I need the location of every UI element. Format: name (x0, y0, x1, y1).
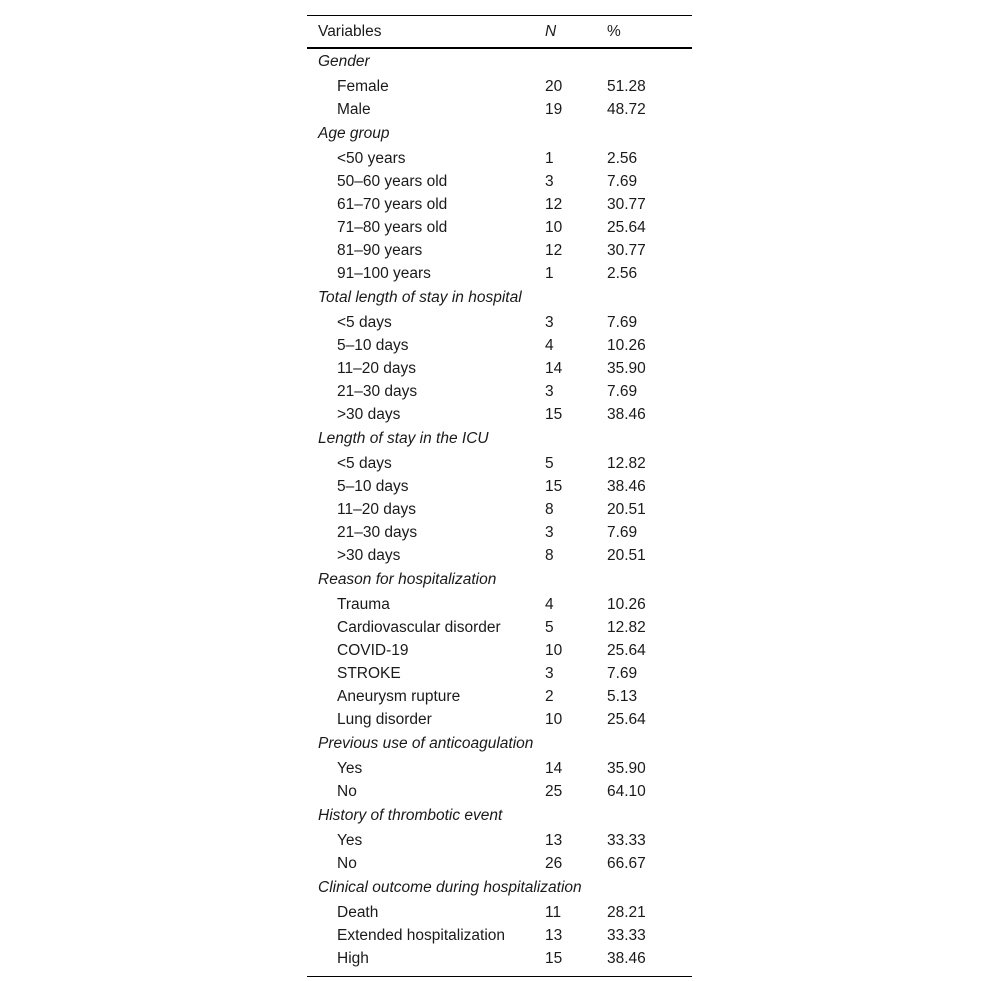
cell-percent: 2.56 (607, 150, 638, 167)
cell-n: 8 (545, 547, 554, 564)
cell-n: 19 (545, 101, 563, 118)
cell-label: 11–20 days (337, 360, 416, 377)
group-header-row (307, 875, 692, 901)
group-title: History of thrombotic event (318, 807, 503, 824)
table-row (307, 403, 692, 426)
table-row (307, 662, 692, 685)
table-row (307, 262, 692, 285)
table-row (307, 475, 692, 498)
group-header-row (307, 426, 692, 452)
cell-label: Yes (337, 832, 363, 849)
cell-label: 11–20 days (337, 501, 416, 518)
cell-percent: 25.64 (607, 642, 646, 659)
table-row (307, 924, 692, 947)
group-header-row (307, 121, 692, 147)
group-title: Gender (318, 53, 370, 70)
cell-percent: 48.72 (607, 101, 646, 118)
cell-percent: 20.51 (607, 547, 646, 564)
cell-n: 3 (545, 173, 554, 190)
table-row (307, 311, 692, 334)
table-header (307, 16, 692, 49)
cell-label: No (337, 783, 357, 800)
table-row (307, 357, 692, 380)
cell-percent: 64.10 (607, 783, 646, 800)
cell-label: 21–30 days (337, 383, 418, 400)
cell-percent: 51.28 (607, 78, 646, 95)
cell-percent: 7.69 (607, 173, 638, 190)
table-row (307, 901, 692, 924)
cell-percent: 25.64 (607, 219, 646, 236)
table-row (307, 334, 692, 357)
cell-label: 5–10 days (337, 337, 409, 354)
cell-percent: 7.69 (607, 383, 638, 400)
cell-n: 1 (545, 150, 554, 167)
table-row (307, 147, 692, 170)
cell-n: 10 (545, 711, 563, 728)
group-title: Clinical outcome during hospitalization (318, 879, 582, 896)
cell-n: 3 (545, 314, 554, 331)
table-row (307, 239, 692, 262)
header-variables: Variables (318, 22, 382, 40)
cell-n: 20 (545, 78, 563, 95)
cell-percent: 38.46 (607, 950, 646, 967)
cell-percent: 28.21 (607, 904, 646, 921)
table-row (307, 216, 692, 239)
cell-n: 3 (545, 383, 554, 400)
table-row (307, 685, 692, 708)
cell-label: 71–80 years old (337, 219, 448, 236)
table-row (307, 498, 692, 521)
table-row (307, 829, 692, 852)
header-row (307, 16, 692, 49)
cell-label: 5–10 days (337, 478, 409, 495)
table-row (307, 170, 692, 193)
cell-percent: 12.82 (607, 619, 646, 636)
table-row (307, 193, 692, 216)
cell-n: 26 (545, 855, 563, 872)
group-title: Age group (318, 125, 390, 142)
cell-percent: 5.13 (607, 688, 638, 705)
cell-n: 1 (545, 265, 554, 282)
cell-n: 13 (545, 832, 563, 849)
cell-percent: 25.64 (607, 711, 646, 728)
cell-label: High (337, 950, 369, 967)
cell-n: 8 (545, 501, 554, 518)
table-row (307, 708, 692, 731)
table-row (307, 639, 692, 662)
cell-n: 15 (545, 478, 563, 495)
cell-n: 3 (545, 524, 554, 541)
cell-n: 4 (545, 337, 554, 354)
cell-percent: 2.56 (607, 265, 638, 282)
cell-n: 12 (545, 196, 563, 213)
cell-percent: 66.67 (607, 855, 646, 872)
cell-percent: 7.69 (607, 665, 638, 682)
table-row (307, 616, 692, 639)
cell-n: 14 (545, 360, 563, 377)
table-row (307, 593, 692, 616)
table-row (307, 544, 692, 567)
cell-percent: 33.33 (607, 927, 646, 944)
cell-label: <50 years (337, 150, 406, 167)
cell-n: 10 (545, 219, 563, 236)
cell-label: 91–100 years (337, 265, 431, 282)
table-row (307, 852, 692, 875)
cell-n: 5 (545, 455, 554, 472)
cell-percent: 35.90 (607, 760, 646, 777)
cell-label: Male (337, 101, 371, 118)
cell-label: Female (337, 78, 389, 95)
data-table-container (307, 15, 692, 977)
cell-percent: 33.33 (607, 832, 646, 849)
cell-n: 2 (545, 688, 554, 705)
cell-percent: 7.69 (607, 314, 638, 331)
cell-n: 4 (545, 596, 554, 613)
cell-percent: 30.77 (607, 242, 646, 259)
cell-label: >30 days (337, 406, 401, 423)
cell-n: 5 (545, 619, 554, 636)
table-row (307, 947, 692, 977)
cell-label: Cardiovascular disorder (337, 619, 501, 636)
table-row (307, 75, 692, 98)
cell-label: 21–30 days (337, 524, 418, 541)
header-n: N (545, 22, 557, 40)
table-row (307, 757, 692, 780)
cell-label: COVID-19 (337, 642, 409, 659)
group-header-row (307, 48, 692, 75)
group-title: Total length of stay in hospital (318, 289, 522, 306)
cell-label: <5 days (337, 314, 392, 331)
group-header-row (307, 731, 692, 757)
cell-label: Death (337, 904, 379, 921)
group-header-row (307, 285, 692, 311)
cell-label: >30 days (337, 547, 401, 564)
header-percent: % (607, 22, 621, 40)
cell-percent: 10.26 (607, 337, 646, 354)
cell-n: 12 (545, 242, 563, 259)
cell-label: Extended hospitalization (337, 927, 506, 944)
cell-n: 13 (545, 927, 563, 944)
cell-n: 25 (545, 783, 563, 800)
cell-percent: 20.51 (607, 501, 646, 518)
cell-percent: 12.82 (607, 455, 646, 472)
cell-label: 50–60 years old (337, 173, 448, 190)
cell-label: Yes (337, 760, 363, 777)
cell-percent: 38.46 (607, 478, 646, 495)
table-row (307, 521, 692, 544)
cell-label: 61–70 years old (337, 196, 448, 213)
cell-n: 11 (545, 904, 562, 921)
cell-n: 3 (545, 665, 554, 682)
table-row (307, 98, 692, 121)
cell-label: STROKE (337, 665, 401, 682)
cell-percent: 38.46 (607, 406, 646, 423)
cell-label: Aneurysm rupture (337, 688, 461, 705)
cell-label: Trauma (337, 596, 390, 613)
cell-percent: 30.77 (607, 196, 646, 213)
cell-label: 81–90 years (337, 242, 423, 259)
cell-label: Lung disorder (337, 711, 432, 728)
group-title: Previous use of anticoagulation (318, 735, 534, 752)
cell-label: <5 days (337, 455, 392, 472)
group-header-row (307, 567, 692, 593)
cell-n: 15 (545, 950, 563, 967)
cell-n: 14 (545, 760, 563, 777)
cell-n: 10 (545, 642, 563, 659)
cell-label: No (337, 855, 357, 872)
table-row (307, 780, 692, 803)
cell-percent: 10.26 (607, 596, 646, 613)
table-body (307, 48, 692, 977)
table-row (307, 380, 692, 403)
group-title: Reason for hospitalization (318, 571, 497, 588)
cell-percent: 7.69 (607, 524, 638, 541)
table-row (307, 452, 692, 475)
group-header-row (307, 803, 692, 829)
cell-percent: 35.90 (607, 360, 646, 377)
group-title: Length of stay in the ICU (318, 430, 489, 447)
cell-n: 15 (545, 406, 563, 423)
data-table (307, 15, 692, 977)
